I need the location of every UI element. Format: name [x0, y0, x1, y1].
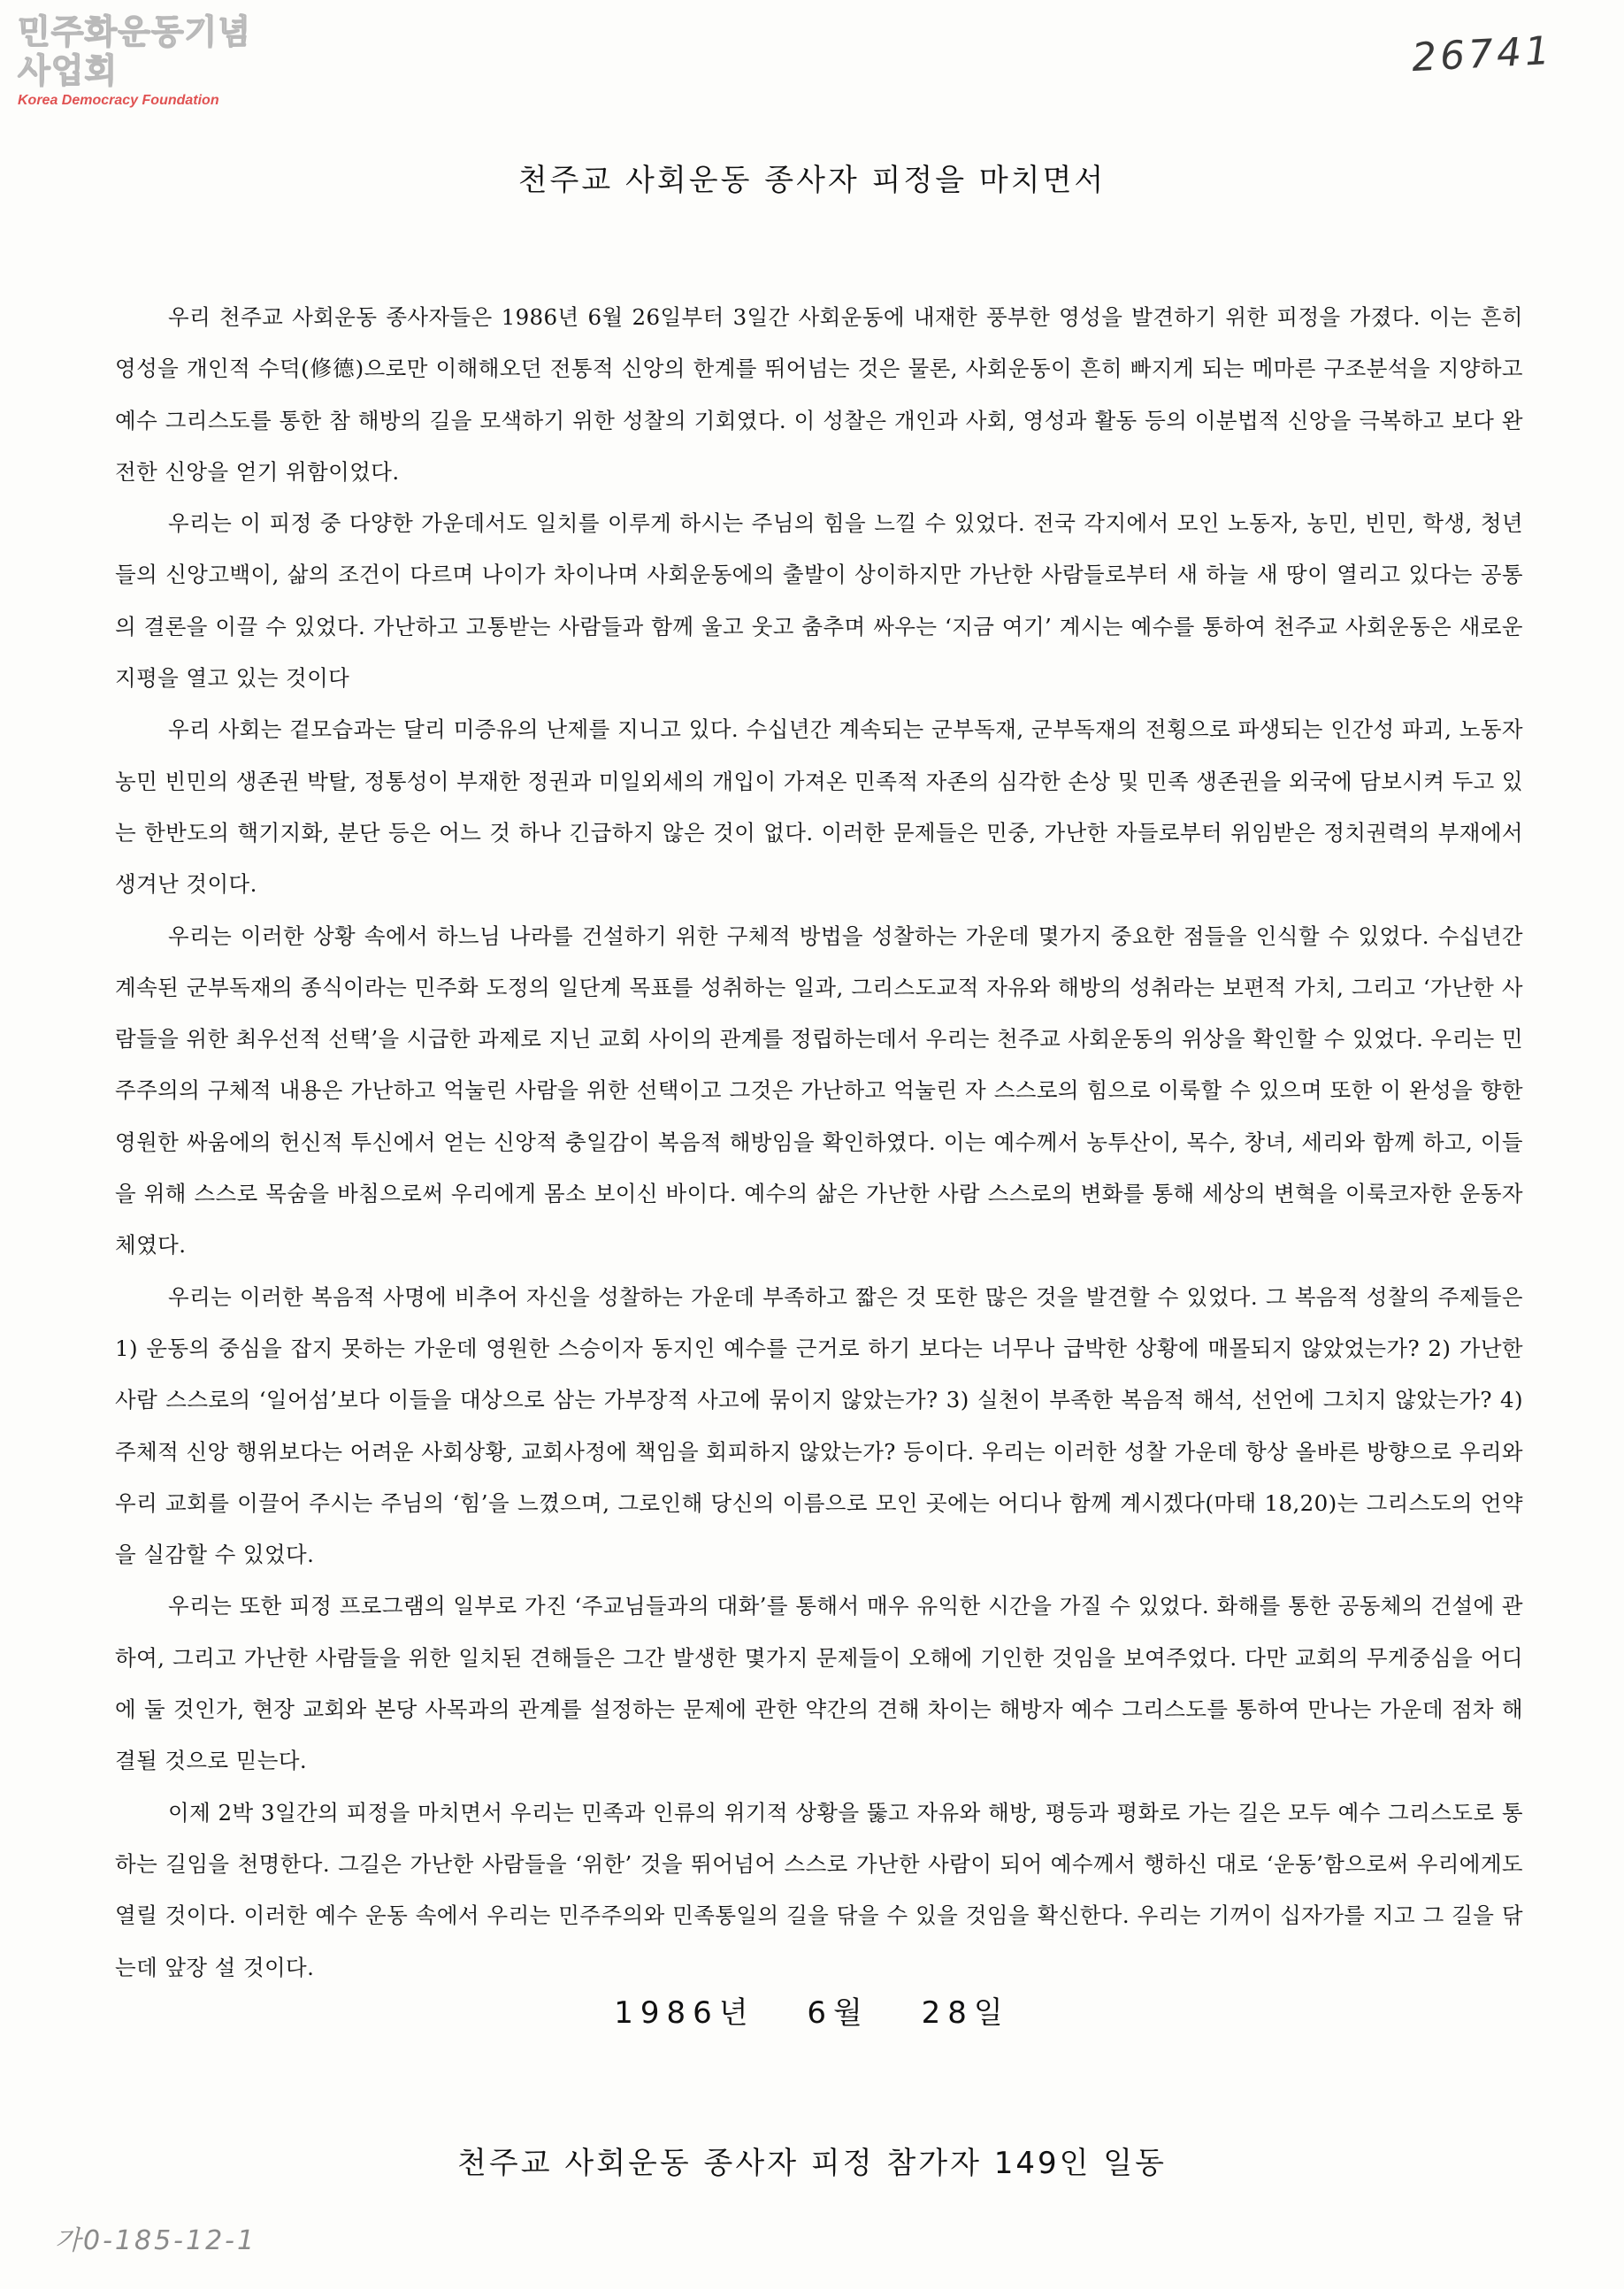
document-date: 1986년 6월 28일 — [614, 1995, 1010, 2031]
document-title: 천주교 사회운동 종사자 피정을 마치면서 — [517, 163, 1107, 198]
document-signature: 천주교 사회운동 종사자 피정 참가자 149인 일동 — [457, 2146, 1167, 2181]
paragraph-3: 우리 사회는 겉모습과는 달리 미증유의 난제를 지니고 있다. 수십년간 계속되는 군부독재, 군부독재의 전횡으로 파생되는 인간성 파괴, 노동자 농민 빈민의 생존권 박탈, 정통성이 부재한 정권과 미일외세의 개입이 가져온 민족적 자존의 심각한 손상 및 민족 생존권을 외국에 담보시켜 두고 있는 한반도의 핵기지화, 분단 등은 어느 것 하나 긴급하지 않은 것이 없다. 이러한 문제들은 민중, 가난한 자들로부터 위임받은 정치권력의 부재에서 생겨난 것이다. — [115, 716, 1523, 898]
paragraph-1: 우리 천주교 사회운동 종사자들은 1986년 6월 26일부터 3일간 사회운동에 내재한 풍부한 영성을 발견하기 위한 피정을 가졌다. 이는 흔히 영성을 개인적 수덕(修德)으로만 이해해오던 전통적 신앙의 한계를 뛰어넘는 것은 물론, 사회운동이 흔히 빠지게 되는 메마른 구조분석을 지양하고 예수 그리스도를 통한 참 해방의 길을 모색하기 위한 성찰의 기회였다. 이 성찰은 개인과 사회, 영성과 활동 등의 이분법적 신앙을 극복하고 보다 완전한 신앙을 얻기 위함이었다. — [115, 304, 1523, 485]
paragraph-6: 우리는 또한 피정 프로그램의 일부로 가진 ‘주교님들과의 대화’를 통해서 매우 유익한 시간을 가질 수 있었다. 화해를 통한 공동체의 건설에 관하여, 그리고 가난한 사람들을 위한 일치된 견해들은 그간 발생한 몇가지 문제들이 오해에 기인한 것임을 보여주었다. 다만 교회의 무게중심을 어디에 둘 것인가, 현장 교회와 본당 사목과의 관계를 설정하는 문제에 관한 약간의 견해 차이는 해방자 예수 그리스도를 통하여 만나는 가운데 점차 해결될 것으로 믿는다. — [115, 1593, 1523, 1774]
handwritten-archive-number: 26741 — [1410, 27, 1555, 81]
document-body — [115, 292, 1523, 1994]
handwritten-archive-code: 가0-185-12-1 — [55, 2225, 257, 2256]
paragraph-4: 우리는 이러한 상황 속에서 하느님 나라를 건설하기 위한 구체적 방법을 성찰하는 가운데 몇가지 중요한 점들을 인식할 수 있었다. 수십년간 계속된 군부독재의 종식이라는 민주화 도정의 일단계 목표를 성취하는 일과, 그리스도교적 자유와 해방의 성취라는 보편적 가치, 그리고 ‘가난한 사람들을 위한 최우선적 선택’을 시급한 과제로 지닌 교회 사이의 관계를 정립하는데서 우리는 천주교 사회운동의 위상을 확인할 수 있었다. 우리는 민주주의의 구체적 내용은 가난하고 억눌린 사람을 위한 선택이고 그것은 가난하고 억눌린 자 스스로의 힘으로 이룩할 수 있으며 또한 이 완성을 향한 영원한 싸움에의 헌신적 투신에서 얻는 신앙적 충일감이 복음적 해방임을 확인하였다. 이는 예수께서 농투산이, 목수, 창녀, 세리와 함께 하고, 이들을 위해 스스로 목숨을 바침으로써 우리에게 몸소 보이신 바이다. 예수의 삶은 가난한 사람 스스로의 변화를 통해 세상의 변혁을 이룩코자한 운동자체였다. — [115, 922, 1523, 1259]
logo-korean-text: 민주화운동기념사업회 — [18, 12, 251, 90]
paragraph-5: 우리는 이러한 복음적 사명에 비추어 자신을 성찰하는 가운데 부족하고 짧은 것 또한 많은 것을 발견할 수 있었다. 그 복음적 성찰의 주제들은 1) 운동의 중심을 잡지 못하는 가운데 영원한 스승이자 동지인 예수를 근거로 하기 보다는 너무나 급박한 상황에 매몰되지 않았었는가? 2) 가난한 사람 스스로의 ‘일어섬’보다 이들을 대상으로 삼는 가부장적 사고에 묶이지 않았는가? 3) 실천이 부족한 복음적 해석, 선언에 그치지 않았는가? 4) 주체적 신앙 행위보다는 어려운 사회상황, 교회사정에 책임을 회피하지 않았는가? 등이다. 우리는 이러한 성찰 가운데 항상 올바른 방향으로 우리와 우리 교회를 이끌어 주시는 주님의 ‘힘’을 느꼈으며, 그로인해 당신의 이름으로 모인 곳에는 어디나 함께 계시겠다(마태 18,20)는 그리스도의 언약을 실감할 수 있었다. — [115, 1283, 1523, 1568]
foundation-logo — [18, 12, 283, 110]
paragraph-2: 우리는 이 피정 중 다양한 가운데서도 일치를 이루게 하시는 주님의 힘을 느낄 수 있었다. 전국 각지에서 모인 노동자, 농민, 빈민, 학생, 청년들의 신앙고백이, 삶의 조건이 다르며 나이가 차이나며 사회운동에의 출발이 상이하지만 가난한 사람들로부터 새 하늘 새 땅이 열리고 있다는 공통의 결론을 이끌 수 있었다. 가난하고 고통받는 사람들과 함께 울고 웃고 춤추며 싸우는 ‘지금 여기’ 계시는 예수를 통하여 천주교 사회운동은 새로운 지평을 열고 있는 것이다 — [115, 510, 1523, 692]
logo-english-text: Korea Democracy Foundation — [18, 93, 219, 108]
paragraph-7: 이제 2박 3일간의 피정을 마치면서 우리는 민족과 인류의 위기적 상황을 뚫고 자유와 해방, 평등과 평화로 가는 길은 모두 예수 그리스도로 통하는 길임을 천명한다. 그길은 가난한 사람들을 ‘위한’ 것을 뛰어넘어 스스로 가난한 사람이 되어 예수께서 행하신 대로 ‘운동’함으로써 우리에게도 열릴 것이다. 이러한 예수 운동 속에서 우리는 민주주의와 민족통일의 길을 닦을 수 있을 것임을 확신한다. 우리는 기꺼이 십자가를 지고 그 길을 닦는데 앞장 설 것이다. — [115, 1799, 1523, 1980]
